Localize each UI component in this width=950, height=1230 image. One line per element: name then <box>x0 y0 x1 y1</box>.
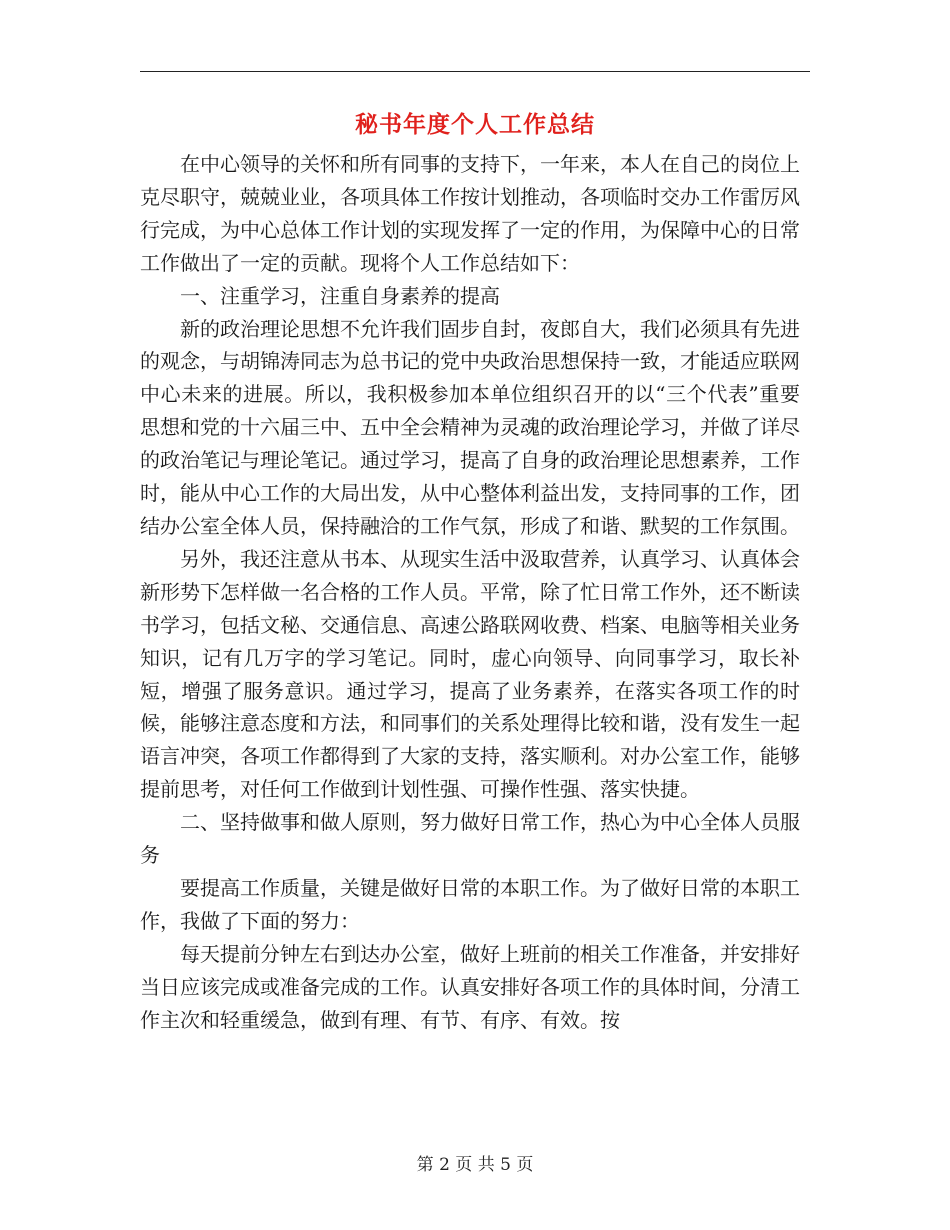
paragraph: 另外，我还注意从书本、从现实生活中汲取营养，认真学习、认真体会新形势下怎样做一名合格的工作人员。平常，除了忙日常工作外，还不断读书学习，包括文秘、交通信息、高速公路联网收费、档案、电脑等相关业务知识，记有几万字的学习笔记。同时，虚心向领导、向同事学习，取长补短，增强了服务意识。通过学习，提高了业务素养，在落实各项工作的时候，能够注意态度和方法，和同事们的关系处理得比较和谐，没有发生一起语言冲突，各项工作都得到了大家的支持，落实顺利。对办公室工作，能够提前思考，对任何工作做到计划性强、可操作性强、落实快捷。 <box>140 546 800 802</box>
paragraph: 要提高工作质量，关键是做好日常的本职工作。为了做好日常的本职工作，我做了下面的努力： <box>140 875 800 933</box>
paragraph: 新的政治理论思想不允许我们固步自封，夜郎自大，我们必须具有先进的观念，与胡锦涛同志为总书记的党中央政治思想保持一致，才能适应联网中心未来的进展。所以，我积极参加本单位组织召开的以“三个代表”重要思想和党的十六届三中、五中全会精神为灵魂的政治理论学习，并做了详尽的政治笔记与理论笔记。通过学习，提高了自身的政治理论思想素养，工作时，能从中心工作的大局出发，从中心整体利益出发，支持同事的工作，团结办公室全体人员，保持融洽的工作气氛，形成了和谐、默契的工作氛围。 <box>140 316 800 538</box>
document-body <box>140 148 800 1036</box>
section-heading-2: 二、坚持做事和做人原则，努力做好日常工作，热心为中心全体人员服务 <box>140 810 800 868</box>
paragraph-intro: 在中心领导的关怀和所有同事的支持下，一年来，本人在自己的岗位上克尽职守，兢兢业业，各项具体工作按计划推动，各项临时交办工作雷厉风行完成，为中心总体工作计划的实现发挥了一定的作用，为保障中心的日常工作做出了一定的贡献。现将个人工作总结如下： <box>140 152 800 275</box>
header-rule <box>140 71 810 72</box>
document-title: 秘书年度个人工作总结 <box>355 111 595 138</box>
paragraph: 每天提前分钟左右到达办公室，做好上班前的相关工作准备，并安排好当日应该完成或准备完成的工作。认真安排好各项工作的具体时间，分清工作主次和轻重缓急，做到有理、有节、有序、有效。按 <box>140 941 800 1032</box>
section-heading-1: 一、注重学习，注重自身素养的提高 <box>180 283 500 308</box>
page-number-footer: 第 2 页 共 5 页 <box>416 1155 534 1175</box>
